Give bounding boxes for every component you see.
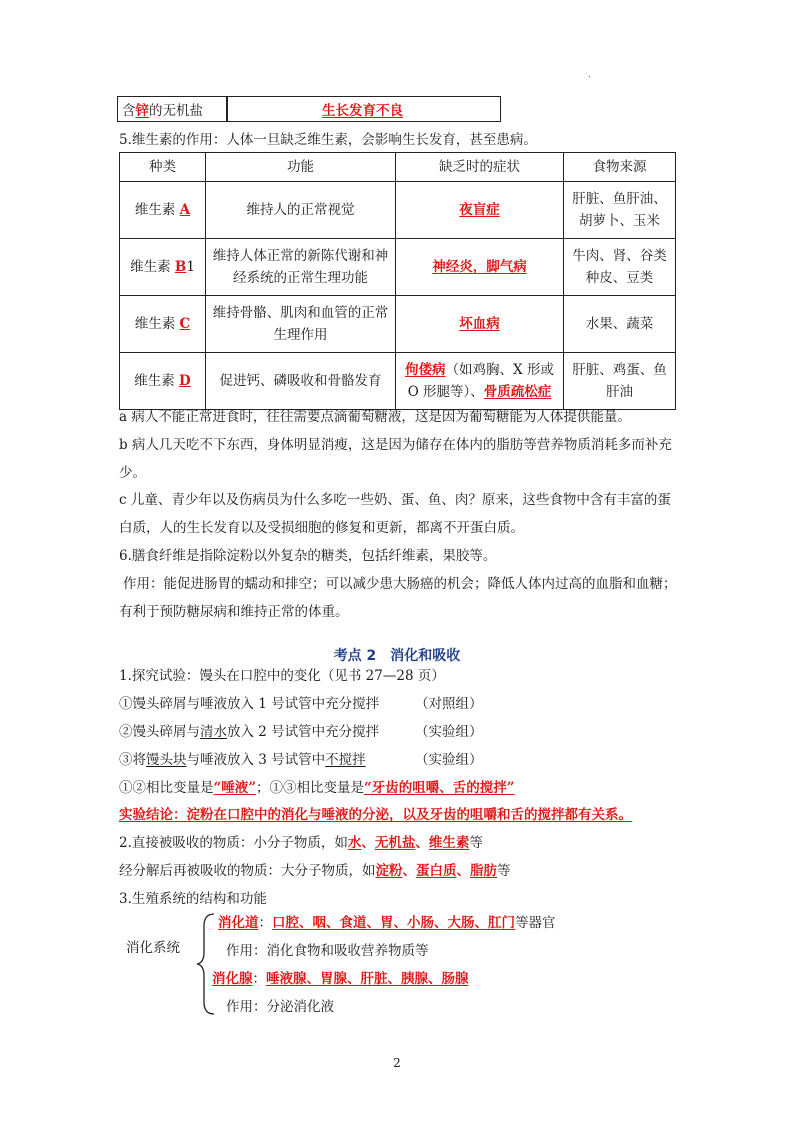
tract-post: 等器官 — [515, 915, 556, 931]
experiment-step-1-tag: （对照组） — [415, 696, 483, 712]
absorb-answer: 水 — [347, 835, 362, 851]
vitamin-label: 维生素 — [134, 316, 180, 332]
experiment-step-3 — [119, 748, 366, 768]
experiment-step-2 — [119, 720, 379, 740]
section6-line2: 作用：能促进肠胃的蠕动和排空；可以减少患大肠癌的机会；降低人体内过高的血脂和血糖；有利于预防糖尿病和维持正常的体重。 — [119, 576, 677, 620]
variable-text: ①②相比变量是 — [119, 780, 214, 796]
vitamin-letter: B — [174, 259, 187, 275]
gland-function: 作用：分泌消化液 — [226, 999, 334, 1015]
tract-function: 作用：消化食物和吸收营养物质等 — [226, 943, 429, 959]
variable-answer: “唾液” — [213, 780, 257, 796]
step-underlined: 清水 — [200, 724, 227, 740]
absorb-text: 经分解后再被吸收的物质：大分子物质，如 — [119, 863, 376, 879]
cell-function: 维持人体正常的新陈代谢和神经系统的正常生理功能 — [206, 239, 396, 296]
absorb-answer: 维生素 — [428, 835, 470, 851]
table-row — [120, 353, 676, 410]
vitamin-label: 维生素 — [130, 259, 175, 275]
cell-type — [120, 353, 206, 410]
header-symptom: 缺乏时的症状 — [396, 153, 564, 182]
symptom-text: 神经炎，脚气病 — [432, 259, 527, 275]
page-number: 2 — [393, 1056, 401, 1070]
vitamin-table — [119, 152, 676, 410]
tract-colon: ： — [258, 915, 272, 931]
section5-title: 5.维生素的作用：人体一旦缺乏维生素，会影响生长发育，甚至患病。 — [119, 132, 537, 148]
section6-line1: 6.膳食纤维是指除淀粉以外复杂的糖类，包括纤维素，果胶等。 — [119, 548, 497, 564]
gland-label: 消化腺 — [212, 971, 253, 987]
step-text: 放入 2 号试管中充分搅拌 — [227, 724, 380, 740]
absorb-answer: 脂肪 — [470, 863, 497, 879]
experiment-step-2-tag: （实验组） — [415, 724, 483, 740]
tract-line — [218, 911, 556, 931]
vitamin-letter: A — [179, 202, 191, 218]
cell-symptom — [396, 296, 564, 353]
table-row — [120, 239, 676, 296]
symptom-text: 坏血病 — [459, 316, 500, 332]
cell-function: 维持人的正常视觉 — [206, 182, 396, 239]
absorb-answer: 无机盐 — [374, 835, 416, 851]
absorb-sep: 、 — [361, 835, 375, 851]
cell-symptom — [396, 239, 564, 296]
step-underlined: 馒头块 — [146, 752, 187, 768]
absorb-answer: 蛋白质 — [416, 863, 457, 879]
experiment-step-3-tag: （实验组） — [415, 752, 483, 768]
cell-type — [120, 296, 206, 353]
header-type: 种类 — [120, 153, 206, 182]
zinc-item-pre: 含 — [122, 103, 136, 119]
note-c: c 儿童、青少年以及伤病员为什么多吃一些奶、蛋、鱼、肉？原来，这些食物中含有丰富的蛋白质，人的生长发育以及受损细胞的修复和更新，都离不开蛋白质。 — [119, 492, 671, 536]
cell-source: 肝脏、鱼肝油、胡萝卜、玉米 — [564, 182, 676, 239]
vitamin-subscript: 1 — [186, 259, 195, 275]
gland-line — [212, 967, 469, 987]
absorb-text: 2.直接被吸收的物质：小分子物质，如 — [119, 835, 348, 851]
absorb-sep: 、 — [402, 863, 416, 879]
experiment-conclusion: 实验结论：淀粉在口腔中的消化与唾液的分泌，以及牙齿的咀嚼和舌的搅拌都有关系。 — [119, 807, 632, 823]
absorb-answer: 淀粉 — [375, 863, 403, 879]
absorb-sep: 、 — [456, 863, 470, 879]
absorb-text: 等 — [469, 835, 483, 851]
header-source: 食物来源 — [564, 153, 676, 182]
absorb-digested — [119, 859, 511, 879]
note-b: b 病人几天吃不下东西，身体明显消瘦，这是因为储存在体内的脂肪等营养物质消耗多而补充少。 — [119, 437, 672, 481]
tract-label: 消化道 — [218, 915, 259, 931]
cell-source: 肝脏、鸡蛋、鱼肝油 — [564, 353, 676, 410]
variable-answer: “牙齿的咀嚼、舌的搅拌” — [364, 780, 515, 796]
experiment-title: 1.探究试验：馒头在口腔中的变化（见书 27—28 页） — [119, 668, 445, 684]
vitamin-label: 维生素 — [134, 373, 180, 389]
cell-type — [120, 239, 206, 296]
zinc-effect: 生长发育不良 — [322, 103, 403, 119]
brace-icon — [196, 912, 218, 1016]
section-heading: 考点 2 消化和吸收 — [333, 648, 461, 664]
gland-colon: ： — [252, 971, 266, 987]
cell-function: 促进钙、磷吸收和骨骼发育 — [206, 353, 396, 410]
symptom-note: （如鸡胸、X 形或 O 形腿等）、 — [407, 362, 554, 400]
step-text: ②馒头碎屑与 — [119, 724, 200, 740]
gland-items: 唾液腺、胃腺、肝脏、胰腺、肠腺 — [266, 971, 469, 987]
table-row — [120, 296, 676, 353]
step-text: ①馒头碎屑与唾液放入 1 号试管中充分搅拌 — [119, 696, 380, 712]
cell-source: 水果、蔬菜 — [564, 296, 676, 353]
zinc-item-mark: 锌 — [135, 103, 149, 119]
system-title: 3.生殖系统的结构和功能 — [119, 891, 267, 907]
zinc-item-post: 的无机盐 — [149, 103, 203, 119]
experiment-step-1 — [119, 692, 379, 712]
cell-symptom — [396, 182, 564, 239]
table-row — [120, 182, 676, 239]
cell-type — [120, 182, 206, 239]
cell-symptom — [396, 353, 564, 410]
vitamin-label: 维生素 — [134, 202, 180, 218]
tract-items: 口腔、咽、食道、胃、小肠、大肠、肛门 — [272, 915, 515, 931]
header-function: 功能 — [206, 153, 396, 182]
variable-text: ；①③相比变量是 — [256, 780, 365, 796]
table-header-row — [120, 153, 676, 182]
cell-function: 维持骨骼、肌肉和血管的正常生理作用 — [206, 296, 396, 353]
absorb-text: 等 — [497, 863, 511, 879]
absorb-direct — [119, 831, 483, 851]
step-text: 与唾液放入 3 号试管中 — [186, 752, 326, 768]
symptom-text: 夜盲症 — [459, 202, 500, 218]
system-label: 消化系统 — [126, 940, 180, 956]
stray-mark: . — [588, 70, 591, 80]
symptom-text: 佝偻病 — [405, 362, 446, 378]
note-a: a 病人不能正常进食时，往往需要点滴葡萄糖液，这是因为葡萄糖能为人体提供能量。 — [119, 409, 631, 425]
vitamin-letter: D — [179, 373, 191, 389]
step-text: ③将 — [119, 752, 146, 768]
vitamin-letter: C — [179, 316, 191, 332]
absorb-sep: 、 — [415, 835, 429, 851]
zinc-row-divider — [226, 96, 228, 122]
zinc-item — [122, 99, 203, 119]
experiment-variables — [119, 776, 515, 796]
symptom-text: 骨质疏松症 — [483, 384, 552, 400]
step-underlined: 不搅拌 — [325, 752, 366, 768]
cell-source: 牛肉、肾、谷类种皮、豆类 — [564, 239, 676, 296]
